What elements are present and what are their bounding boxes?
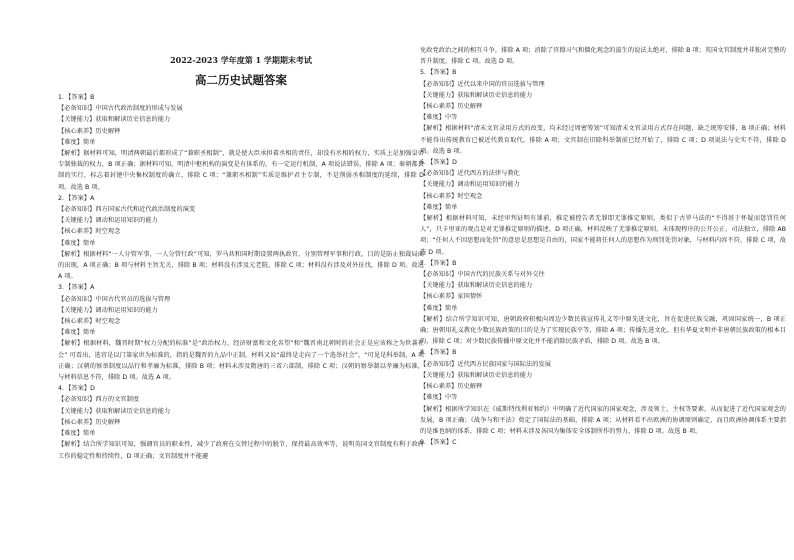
answer-heading: 1．【答案】B: [58, 94, 95, 101]
right-column-text: [420, 0, 786, 448]
answer-detail-line: 【核心素养】时空观念: [58, 318, 121, 326]
answer-heading: 7．【答案】B: [420, 259, 457, 267]
answer-detail-line: 【难度】简单: [420, 304, 458, 312]
answer-heading: 4．【答案】D: [58, 385, 95, 393]
answer-detail-line: 【核心素养】历史解释: [58, 127, 121, 135]
analysis-paragraph: 【解析】结合所学知识可知，唐朝政府积极向周边少数民族宣传礼义等中原先进文化，旨在促进民族交融，巩固国家统一，B 项正确；唐朝用礼义教化少数民族政策的目的是为了实现民族平等，排除 A 项；传播先进文化，但有华夏文明并非唐朝民族政策的根本目的，排除 C 项；对少数民族传播中原文化并不能消除民族矛盾，排除 D 项。故选 B 项。: [420, 315, 786, 346]
answer-detail-line: 【难度】简单: [58, 329, 96, 337]
answer-detail-line: 【难度】中等: [420, 394, 458, 402]
answer-detail-line: 【必备知识】中国古代的民族关系与对外交往: [420, 271, 545, 279]
answer-detail-line: 【关键能力】获取和解读历史信息的能力: [420, 371, 533, 379]
answer-detail-line: 【核心素养】历史解释: [420, 103, 483, 111]
answer-detail-line: 【必备知识】西方的文官制度: [58, 396, 140, 404]
answer-detail-line: 【必备知识】近代西方的法律与教化: [420, 170, 520, 178]
answer-detail-line: 【关键能力】调动和运用知识的能力: [58, 217, 158, 225]
answer-detail-line: 【必备知识】近代以来中国的官员选拔与管理: [420, 80, 545, 88]
answer-detail-line: 【核心素养】历史解释: [420, 383, 483, 391]
answer-detail-line: 【必备知识】近代西方民族国家与国际法的发展: [420, 360, 551, 368]
answer-detail-line: 【必备知识】中国古代官员的选拔与管理: [58, 295, 171, 303]
answer-heading: 5．【答案】B: [420, 69, 457, 77]
analysis-paragraph: 【解析】根据材料，魏晋时期“权力分配的标准”是“政治权力、经济财富和文化名望”和“魏晋南北朝时的社会正是应该称之为世袭社会” 可看出，选官是以门第家世为标准的，指的是魏晋的九品中正制，材料又说“最终是走向了一个选举社会”，“可见是科举制，A 项正确；汉朝的察举制度以品行和孝廉为标准，排除 B 项；材料未涉及隋唐的三省六部制，排除 C 项；汉朝的察举制以孝廉为标准，与材料信息不符，排除 D 项。故选 A 项。: [58, 340, 424, 382]
document-title: 高二历史试题答案: [195, 73, 287, 87]
answer-detail-line: 【关键能力】获取和解读历史信息的能力: [58, 407, 171, 415]
left-column-text: [58, 0, 424, 462]
answer-detail-line: 【难度】中等: [420, 114, 458, 122]
answer-heading: 6．【答案】D: [420, 159, 457, 167]
analysis-paragraph: 【解析】据材料可知，明清两朝最后都形成了“兼职圣相制”，就是使大臣承担着丞相的责任，却没有丞相的权力，实质上是加强皇帝专制独裁的权力，B 项正确；据材料可知，明清中枢机构的演变是有体系的，有一定运行机制，A 项说法错误，排除 A 项；秦朝都县制的实行，标志着封建中央集权制度的确立，排除 C 项；“兼职丞相制”实质是维护君主专制，不是削弱丞相制度的延续，排除 D 项。故选 B 项。: [58, 150, 424, 191]
answer-heading: 3．【答案】A: [58, 284, 95, 292]
answer-detail-line: 【关键能力】调动和运用知识的能力: [58, 306, 158, 314]
left-column: [58, 0, 424, 560]
answer-heading: 8．【答案】B: [420, 349, 457, 357]
answer-heading: 2．【答案】A: [58, 194, 95, 202]
answer-detail-line: 【难度】简单: [58, 138, 96, 146]
analysis-paragraph: 【解析】根据所学知识在《威斯特伐利亚和约》中明确了近代国家的国家观念，涉及领土、主权等要素，从而促进了近代国家观念的发展，B 项正确；《战争与和平法》奠定了国际法的基础，排除 A 项；从材料看不出欧洲的协调原则确定，而且欧洲协调体系主要指的是维也纳的体系，排除 C 项；材料未涉及各国为集体安全体制所作的努力，排除 D 项。故选 B 项。: [420, 405, 786, 435]
answer-heading: 9．【答案】C: [420, 439, 457, 447]
answer-detail-line: 【必备知识】中国古代政治制度的形成与发展: [58, 105, 183, 113]
answer-detail-line: 【核心素养】家国情怀: [420, 293, 483, 301]
continued-paragraph: 免政党政治之间的相互斗争，排除 A 项；消除了官僚习气和僵化观念的滋生的说法太绝对，排除 B 项；英国文官制度并非独对完整的晋升制度，排除 C 项。故选 D 项。: [420, 47, 786, 66]
right-column: [420, 0, 786, 560]
answer-detail-line: 【关键能力】获取和解读历史信息的能力: [420, 282, 533, 290]
answer-detail-line: 【难度】简单: [58, 430, 96, 438]
answer-detail-line: 【核心素养】时空观念: [420, 192, 483, 200]
analysis-paragraph: 【解析】结合所学知识可知，强调官员的职业性，减少了政府在交替过程中的脱节，保持最高效率等，说明英国文官制度有利于政府工作的稳定性和持续性，D 项正确；文官制度并不能避: [58, 441, 424, 460]
answer-detail-line: 【关键能力】调动和运用知识的能力: [420, 181, 520, 189]
analysis-paragraph: 【解析】根据材料“一人分管军事，一人分管行政”可知，罗马共和国时期设置两执政官，分别管理军事和行政，目的是防止独裁局面的出现，A 项正确；B 项与材料主旨无关，排除 B 项；材料没有涉及元老院，排除 C 项；材料没有涉及对外征伐，排除 D 项。故选 A 项。: [58, 250, 424, 281]
answer-detail-line: 【关键能力】获取和解读历史信息的能力: [58, 116, 171, 124]
analysis-paragraph: 【解析】根据材料“清末文官录用方式的改变，均未经过周密筹划”可知清末文官录用方式存在问题，缺乏统筹安排，B 项正确；材料不能得出传统教育已被近代教育取代，排除 A 项；文官制在旧除科举制前已经开始了，排除 C 项；D 项说法与史实不符，排除 D 项。故选 B 项。: [420, 125, 786, 155]
answer-detail-line: 【关键能力】获取和解读历史信息的能力: [420, 91, 533, 99]
exam-title: 2022-2023 学年度第 1 学期期末考试: [170, 55, 312, 65]
answer-detail-line: 【核心素养】时空观念: [58, 228, 121, 236]
analysis-paragraph: 【解析】根据材料可知，未经审判证明有罪前，推定被控告者无罪即无罪推定原则，类似于古罗马法的“不得基于怀疑而惩罚任何人”，只卡里亚的观点是对无罪推定原则的描述，D 项正确，材料反映了无罪推定原则，未体现程序的公开公正、司法独立，排除 AB 项；“任何人不因思想而处罚”的意思是思想是自由的，国家不能将任何人的思想作为刑罚处罚对象，与材料内容不符，排除 C 项，故选 D 项。: [420, 215, 786, 256]
answer-detail-line: 【难度】简单: [58, 239, 96, 247]
answer-detail-line: 【必备知识】西方国家古代和近代政治制度的演变: [58, 206, 196, 214]
answer-detail-line: 【难度】简单: [420, 203, 458, 211]
answer-detail-line: 【核心素养】历史解释: [58, 418, 121, 426]
